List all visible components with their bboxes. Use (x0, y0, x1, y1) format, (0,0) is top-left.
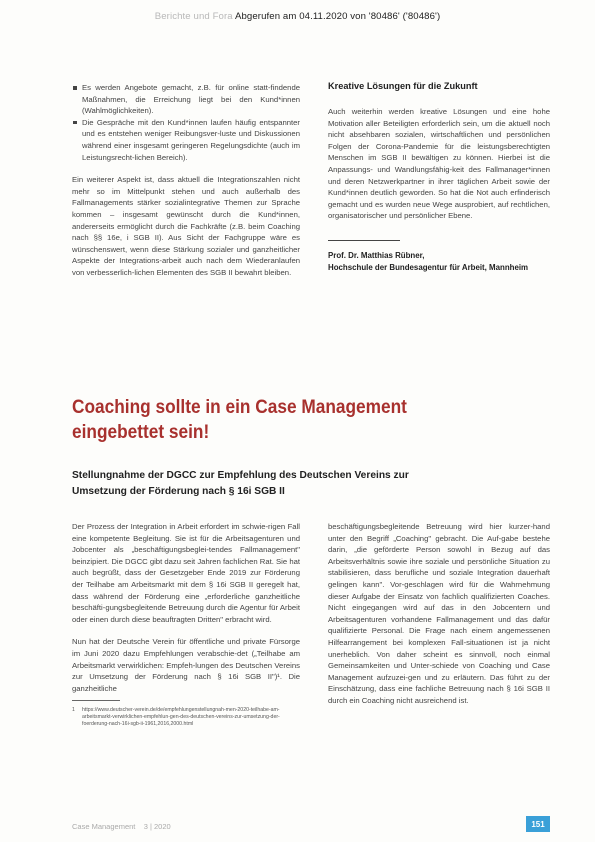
footnote-number: 1 (72, 707, 75, 714)
divider (328, 240, 400, 241)
page-number-badge (526, 816, 550, 832)
article-right-column (328, 521, 550, 707)
footnote-divider (72, 700, 120, 701)
footer-issue: 3 | 2020 (143, 822, 171, 831)
standfirst-line: Stellungnahme der DGCC zur Empfehlung des Deutschen Vereins zur (72, 470, 409, 481)
body-paragraph: Ein weiterer Aspekt ist, dass aktuell die Integrationszahlen nicht mehr so im Mittelpunkt stehen und auch außerhalb des Fallmanagements stärker sozialintegrative Themen zur Sprache kommen – insgesamt gewünscht durch die Kund*innen, andererseits ermöglicht durch die Fachkräfte (z.B. beim Coaching nach §§ 16e, i SGB II). Aus Sicht der Fachgruppe wäre es wünschenswert, wenn diese Stärkung sozialer und ganzheitlicher Aspekte der Integrations-arbeit auch nach dem Wiederanlaufen von verbesserlich-lichen Elementen des SGB II bewahrt bleiben. (72, 175, 300, 277)
body-paragraph: Nun hat der Deutsche Verein für öffentliche und private Fürsorge im Juni 2020 dazu Empfehlungen verabschie-det („Teilhabe am Arbeitsmarkt verwirklichen: Empfeh-lungen des Deutschen Vereins zur Umsetzung der Förderung nach § 16i SGB II")¹. Die ganzheitliche (72, 637, 300, 693)
article-headline (72, 396, 407, 445)
body-paragraph: Der Prozess der Integration in Arbeit erfordert im schwie-rigen Fall eine kompetente Begleitung. Sie ist für die Arbeitsagenturen und Jobcenter als „beschäftigungsbeglei-tendes Fallmanagement" beinzipiert. Die DGCC gibt dazu seit Jahren fachlichen Rat. Sie hat auch begrüßt, dass der Gesetzgeber Ende 2019 zur Förderung der Teilhabe am Arbeitsmarkt mit dem § 16i SGB II geregelt hat, dass während der Förderung eine „erforderliche ganzheitliche beschäfti-gungsbegleitende Betreuung durch die Agentur für Arbeit oder einen durch diese beauftragten Dritten" erbracht wird. (72, 522, 300, 624)
top-left-column (72, 82, 300, 279)
author-name: Prof. Dr. Matthias Rübner, (328, 250, 425, 260)
body-paragraph: beschäftigungsbegleitende Betreuung wird hier kurzer-hand unter den Begriff „Coaching" gebracht. Die Auf-gabe bestehe darin, „die geförderte Person sowohl in Bezug auf das Arbeitsverhältnis sowie ihre soziale und persönliche Situation zu stabilisieren, dass berufliche und soziale Integration dauerhaft gelingen kann". Vor-geschlagen wird für die Wahrnehmung dieser Aufgabe der Einsatz von fachlich qualifizierten Coaches. Nicht eingegangen wird auf das in den Jobcentern und Arbeitsagenturen vorhandene Fallmanagement und das dafür qualifizierte Personal. Die Frage nach einem angemessenen Hilfearrangement bei komplexen Fall-situationen ist ja nicht unerheblich. Von daher scheint es sinnvoll, noch einmal Gemeinsamkeiten und Unter-schiede von Coaching und Case Management aufzuzei-gen und zu erläutern. Das führt zu der Einschätzung, dass eine fachliche Betreuung nach § 16i SGB II durch ein Coaching nicht ausreichend ist. (328, 522, 550, 705)
author-affiliation: Hochschule der Bundesagentur für Arbeit, Mannheim (328, 262, 529, 272)
footnote-link[interactable]: https://www.deutscher-verein.de/de/empfehlungenstellungnah-men-2020-teilhabe-am-arbeitsmarkt-verwirklichen-empfehlun-gen-des-deutschen-vereins-zur-umsetzung-der-foerderung-nach-16i-sgb-ii-1961,2016,2000.html (82, 707, 280, 728)
page-header (0, 11, 595, 22)
headline-line: Coaching sollte in ein Case Management (72, 397, 407, 418)
list-item: Es werden Angebote gemacht, z.B. für online statt-findende Maßnahmen, die Erreichung liegt bei den Kund*innen (Wahlmöglichkeiten). (72, 82, 300, 117)
footnote (72, 707, 300, 728)
section-heading: Kreative Lösungen für die Zukunft (328, 81, 478, 91)
footer-journal: Case Management (72, 822, 136, 831)
headline-line: eingebettet sein! (72, 421, 210, 443)
journal-section-label: Berichte und Fora (154, 11, 233, 22)
top-right-column (328, 80, 550, 274)
article-left-column (72, 521, 300, 728)
standfirst-line: Umsetzung der Förderung nach § 16i SGB II (72, 485, 285, 497)
page-number: 151 (531, 819, 545, 829)
body-paragraph: Auch weiterhin werden kreative Lösungen und eine hohe Motivation aller Beteiligten erforderlich sein, um die aktuell noch nicht absehbaren sozialen, wirtschaftlichen und persönlichen Folgen der Corona-Pandemie für die leistungsberechtigten Menschen im SGB II bewältigen zu können. Hierbei ist die Anpassungs- und Wandlungsfähig-keit des Fallmanager*innen und deren Netzwerkpartner in ihrer täglichen Arbeit sowie der Kund*innen deutlich geworden. So hat die Not auch erfinderisch gemacht und es wurden neue Wege ausprobiert, auf rechtlichen, organisatorischer und persönlicher Ebene. (328, 107, 550, 221)
article-standfirst (72, 468, 409, 499)
bullet-list (72, 82, 300, 163)
list-item: Die Gespräche mit den Kund*innen laufen häufig entspannter und es entstehen weniger Reibungsver-luste und Diskussionen während einer insgesamt geringeren Regelungsdichte (auch im Leistungsrecht-lichen Bereich). (72, 117, 300, 163)
page-footer (72, 822, 171, 831)
download-stamp: Abgerufen am 04.11.2020 von '80486' ('80486') (234, 11, 441, 22)
